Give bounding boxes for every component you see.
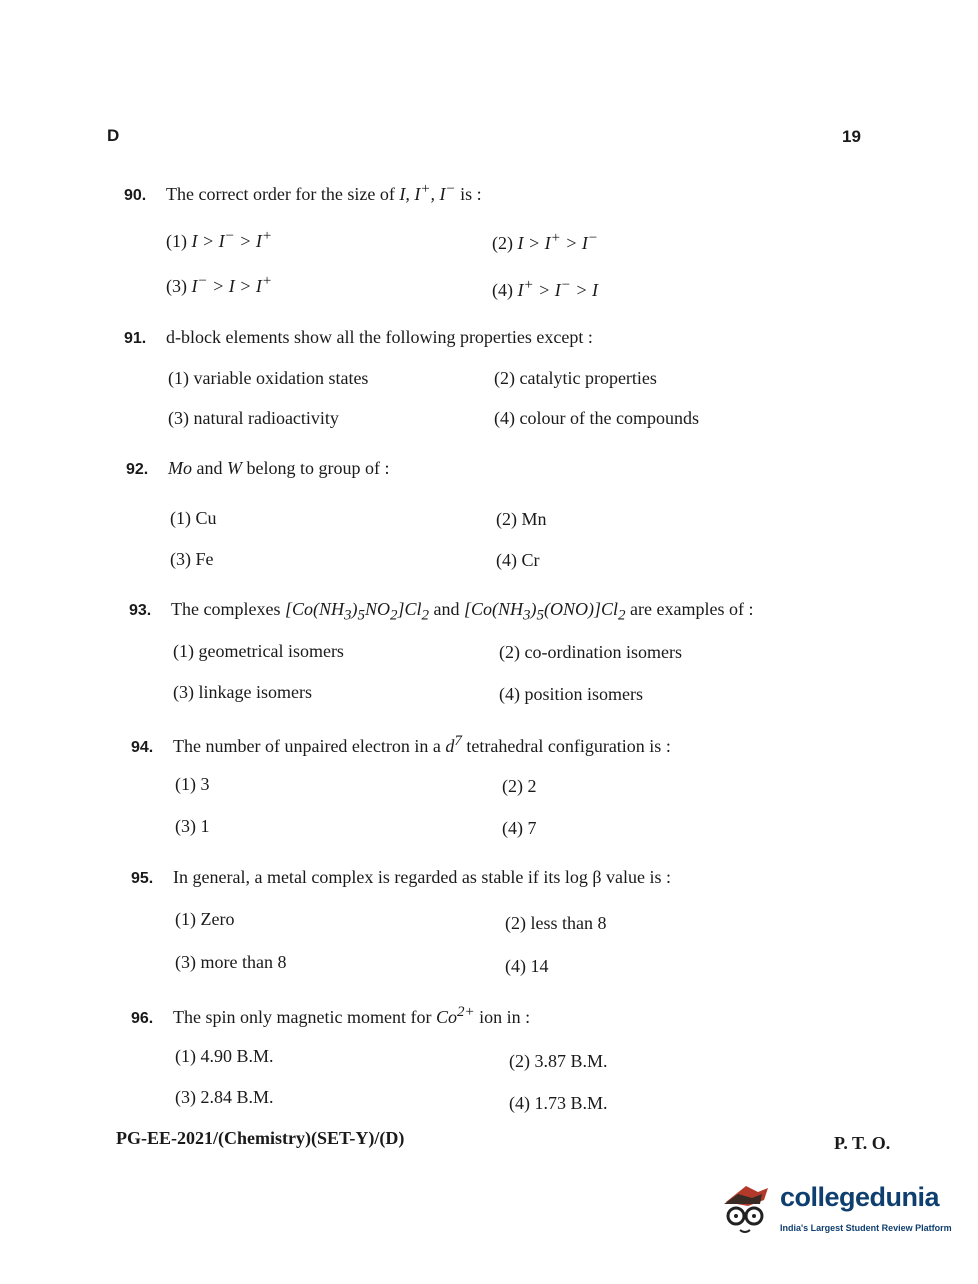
question-91: [124, 327, 593, 348]
q90-option-4: (4) I+ > I− > I: [492, 277, 599, 300]
question-92: [126, 458, 389, 479]
question-text: The complexes $[Co(NH_3)_5NO_2]Cl_2$ and $[Co(NH_3)_5(ONO)]Cl_2$ are examples of :: [171, 599, 754, 624]
q91-option-4: (4) colour of the compounds: [494, 408, 699, 428]
question-number: 94.: [131, 739, 154, 756]
question-95: [131, 867, 671, 888]
question-94: [131, 733, 671, 757]
q96-option-4: (4) 1.73 B.M.: [509, 1093, 608, 1113]
q92-option-1: (1) Cu: [170, 508, 217, 528]
q94-option-2: (2) 2: [502, 776, 537, 796]
q95-option-3: (3) more than 8: [175, 952, 287, 972]
q90-option-1: (1) I > I− > I+: [166, 228, 273, 251]
q91-option-3: (3) natural radioactivity: [168, 408, 339, 428]
q90-option-2: (2) I > I+ > I−: [492, 230, 599, 253]
set-letter: D: [107, 126, 120, 145]
q93-option-4: (4) position isomers: [499, 684, 643, 704]
q95-option-4: (4) 14: [505, 956, 549, 976]
page-number: 19: [842, 127, 861, 146]
question-96: [131, 1004, 530, 1028]
q90-option-3: (3) I− > I > I+: [166, 273, 273, 296]
q93-option-1: (1) geometrical isomers: [173, 641, 344, 661]
logo-wordmark: collegedunia: [780, 1182, 940, 1212]
question-number: 93.: [129, 602, 152, 619]
question-number: 96.: [131, 1010, 154, 1027]
q93-option-2: (2) co-ordination isomers: [499, 642, 682, 662]
question-text: The number of unpaired electron in a $d^7$ tetrahedral configuration is :: [173, 733, 671, 756]
q92-option-4: (4) Cr: [496, 550, 540, 570]
question-number: 95.: [131, 870, 154, 887]
q96-option-2: (2) 3.87 B.M.: [509, 1051, 608, 1071]
question-text: The spin only magnetic moment for $Co^{2+}$ ion in :: [173, 1004, 531, 1027]
q94-option-1: (1) 3: [175, 774, 210, 794]
q96-option-1: (1) 4.90 B.M.: [175, 1046, 274, 1066]
question-number: 92.: [126, 461, 149, 478]
mascot-icon: [718, 1180, 778, 1242]
q96-option-3: (3) 2.84 B.M.: [175, 1087, 274, 1107]
collegedunia-logo: [718, 1180, 952, 1242]
question-text: Mo and W belong to group of :: [168, 458, 390, 478]
q92-option-3: (3) Fe: [170, 549, 214, 569]
q91-option-2: (2) catalytic properties: [494, 368, 657, 388]
q94-option-4: (4) 7: [502, 818, 537, 838]
q92-option-2: (2) Mn: [496, 509, 547, 529]
q95-option-2: (2) less than 8: [505, 913, 607, 933]
question-text: d-block elements show all the following properties except :: [166, 327, 593, 347]
question-text: In general, a metal complex is regarded as stable if its log β value is :: [173, 867, 671, 887]
q93-option-3: (3) linkage isomers: [173, 682, 312, 702]
q95-option-1: (1) Zero: [175, 909, 235, 929]
question-text: The correct order for the size of I, I+, I− is :: [166, 181, 482, 204]
question-number: 90.: [124, 187, 147, 204]
question-90: [124, 181, 482, 205]
question-93: [129, 599, 754, 625]
q91-option-1: (1) variable oxidation states: [168, 368, 369, 388]
question-number: 91.: [124, 330, 147, 347]
paper-code: PG-EE-2021/(Chemistry)(SET-Y)/(D): [116, 1128, 405, 1148]
q94-option-3: (3) 1: [175, 816, 210, 836]
logo-tagline: India's Largest Student Review Platform: [780, 1223, 952, 1233]
pto-label: P. T. O.: [834, 1133, 891, 1153]
